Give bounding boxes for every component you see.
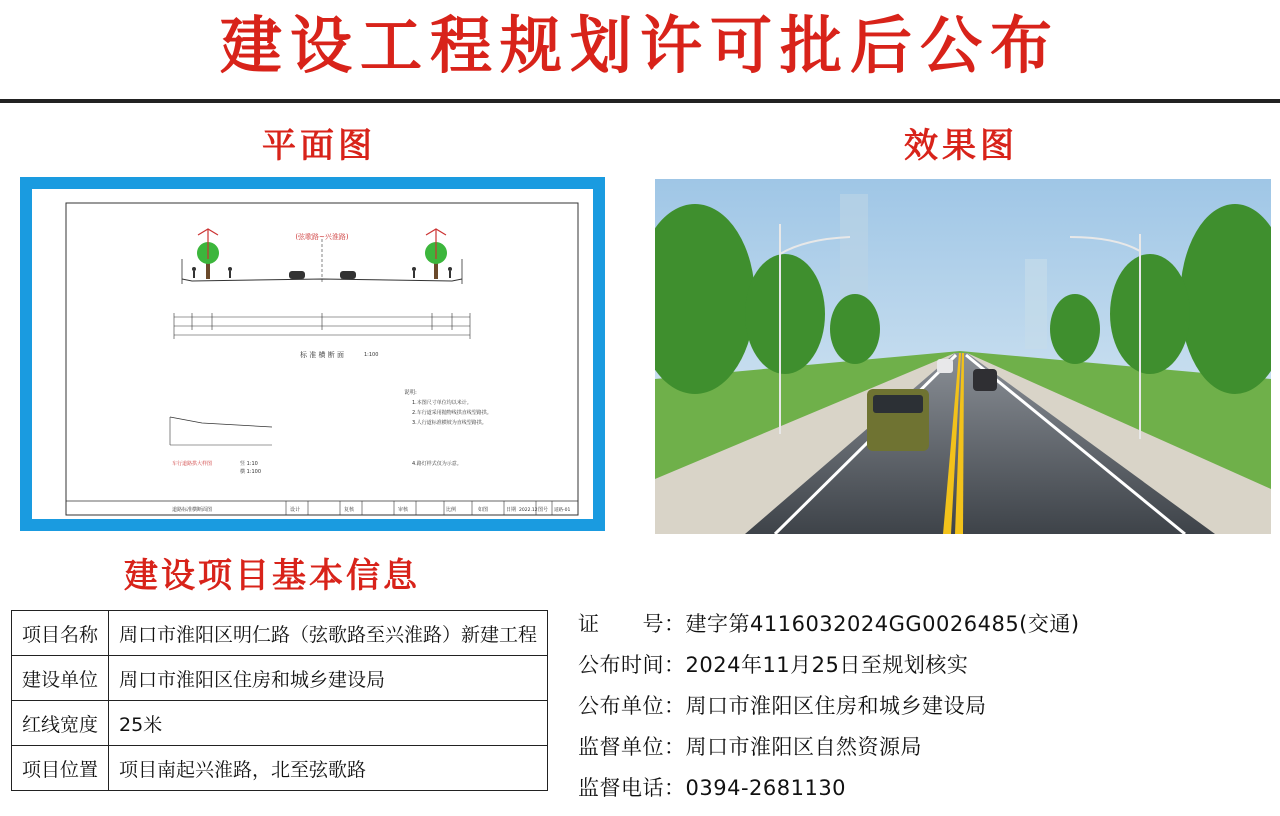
notes-title: 说明:	[404, 390, 417, 396]
table-row	[12, 656, 548, 701]
info-value: 周口市淮阳区住房和城乡建设局	[109, 656, 548, 701]
info-value: 周口市淮阳区明仁路（弦歌路至兴淮路）新建工程	[109, 611, 548, 656]
road-label: (弦歌路~兴淮路)	[295, 233, 349, 241]
widen-scale-1: 竖 1:10	[240, 461, 258, 467]
cross-section-drawing	[32, 189, 593, 519]
publish-unit-row	[578, 686, 1268, 727]
car-left-icon	[289, 271, 305, 279]
supervise-unit-row	[578, 727, 1268, 768]
widen-title: 车行道路拱大样图	[172, 461, 213, 467]
permit-label: 监督单位：	[578, 735, 686, 759]
info-label: 项目名称	[12, 611, 109, 656]
tb-design: 设计	[290, 507, 301, 513]
tb-review: 复核	[344, 507, 355, 513]
permit-label: 公布时间：	[578, 653, 686, 677]
note-4: 4.路灯样式仅为示意。	[412, 461, 462, 467]
table-row	[12, 746, 548, 791]
tb-date-value: 2022.12	[519, 508, 538, 513]
road-rendering-image	[655, 179, 1271, 534]
note-1: 1.本图尺寸单位均以米计。	[412, 400, 472, 406]
render-section-title: 效果图	[904, 126, 1018, 166]
info-label: 红线宽度	[12, 701, 109, 746]
permit-info	[578, 604, 1268, 809]
permit-label: 公布单位：	[578, 694, 686, 718]
tb-drawing-no-value: 道路-01	[554, 508, 571, 513]
tb-approve: 审核	[398, 507, 409, 513]
note-2: 2.车行道采用抛物线拱直线型路拱。	[412, 410, 492, 416]
note-3: 3.人行道标准横坡为直线型路拱。	[412, 420, 487, 426]
permit-value: 周口市淮阳区自然资源局	[685, 735, 922, 759]
project-info-table	[11, 610, 548, 791]
tb-drawing-no: 图号	[538, 507, 549, 513]
table-row	[12, 611, 548, 656]
tb-scale-value: 如图	[478, 507, 489, 513]
permit-label: 证 号：	[578, 612, 686, 636]
supervise-phone-row	[578, 768, 1268, 809]
page-title: 建设工程规划许可批后公布	[219, 9, 1060, 82]
permit-value: 0394-2681130	[685, 776, 847, 800]
publish-time-row	[578, 645, 1268, 686]
tree-left-icon	[197, 229, 219, 279]
plan-section-title: 平面图	[262, 126, 376, 166]
permit-label: 监督电话：	[578, 776, 686, 800]
permit-value: 2024年11月25日至规划核实	[685, 653, 969, 677]
car-right-icon	[340, 271, 356, 279]
info-label: 建设单位	[12, 656, 109, 701]
tree-right-icon	[425, 229, 447, 279]
plan-drawing	[32, 189, 593, 519]
tb-date: 日期	[506, 507, 517, 513]
widen-scale-2: 横 1:100	[240, 469, 261, 475]
info-value: 25米	[109, 701, 548, 746]
tb-scale: 比例	[446, 507, 457, 513]
permit-number-row	[578, 604, 1268, 645]
table-row	[12, 701, 548, 746]
info-label: 项目位置	[12, 746, 109, 791]
info-section-title: 建设项目基本信息	[124, 556, 420, 596]
permit-value: 建字第4116032024GG0026485(交通)	[685, 612, 1080, 636]
section-title: 标 准 横 断 面	[300, 351, 344, 359]
plan-drawing-frame	[20, 177, 605, 531]
tb-drawing-name: 道路标准横断面图	[172, 507, 213, 513]
info-value: 项目南起兴淮路，北至弦歌路	[109, 746, 548, 791]
section-scale: 1:100	[364, 352, 379, 358]
car-icon	[973, 369, 997, 391]
header-divider	[0, 99, 1280, 103]
permit-value: 周口市淮阳区住房和城乡建设局	[685, 694, 987, 718]
